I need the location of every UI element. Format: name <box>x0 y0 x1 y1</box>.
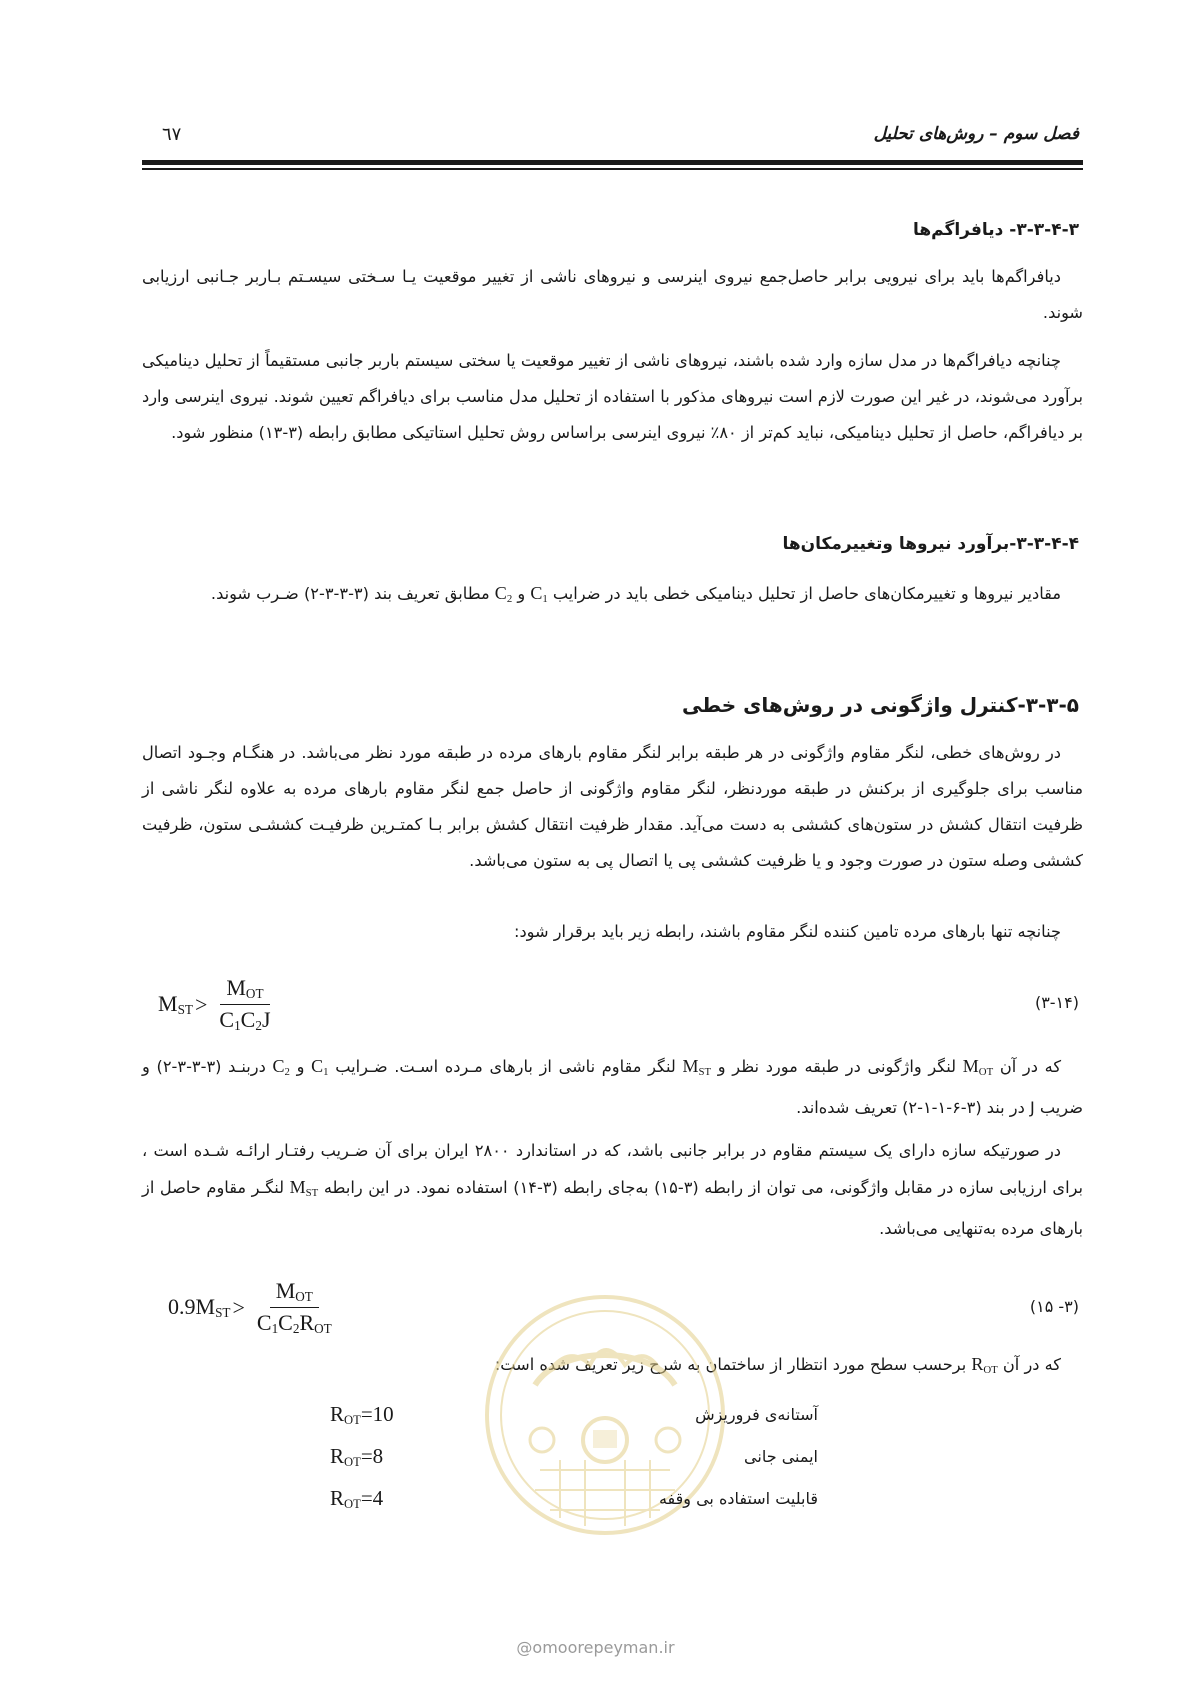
chapter-title: فصل سوم – روش‌های تحلیل <box>873 124 1079 144</box>
overturning-text-5: که در آن $R_{OT}$ برحسب سطح مورد انتظار از ساختمان به شرح زیر تعریف شده است: <box>494 1354 1061 1376</box>
symbol-c2-b: $C_2$ <box>272 1056 290 1078</box>
paragraph-overturning-1 <box>142 735 1083 879</box>
forces-text-a: مقادیر نیروها و تغییرمکان‌های حاصل از تحلیل دینامیکی خطی باید در ضرایب <box>547 584 1061 603</box>
diaphragm-text-1: دیافراگم‌ها باید برای نیرویی برابر حاصل‌جمع نیروی اینرسی و نیروهای ناشی از تغییر موقعیت یـا سـختی سیسـتم بـاربر جـانبی ارزیابی شوند. <box>142 267 1083 322</box>
heading-overturning: ۳-۳-۵-کنترل واژگونی در روش‌های خطی <box>681 693 1079 717</box>
eq14-operator: > <box>194 991 208 1017</box>
rot-label-collapse: آستانه‌ی فروریزش <box>695 1405 818 1424</box>
eq14-lhs: $M_{ST}$ <box>158 991 193 1017</box>
symbol-c1: $C_1$ <box>530 583 548 605</box>
eq15-lhs: $0.9M_{ST}$ <box>168 1294 231 1320</box>
rot-label-life-safety: ایمنی جانی <box>744 1447 818 1466</box>
forces-text-and: و <box>512 584 531 603</box>
eq15-operator: > <box>232 1294 245 1320</box>
watermark-at-icon: @ <box>516 1638 533 1657</box>
page-number: ٦٧ <box>162 124 182 145</box>
forces-text-b: مطابق تعریف بند (۳-۳-۳-۲) ضـرب شوند. <box>210 584 495 603</box>
header-rule-thin <box>142 168 1083 170</box>
paragraph-overturning-3 <box>142 1048 1083 1126</box>
symbol-rot: $R_{OT}$ <box>971 1354 998 1376</box>
symbol-mst-b: $M_{ST}$ <box>289 1177 319 1199</box>
rot-value-collapse: $R_{OT}=10$ <box>330 1402 394 1427</box>
symbol-c2: $C_2$ <box>494 583 513 605</box>
eq15-denominator: $C_1C_2R_{OT}$ <box>256 1310 332 1336</box>
forces-text <box>142 575 1083 617</box>
eq15-fraction <box>251 1278 338 1337</box>
overturning-text-2: چنانچه تنها بارهای مرده تامین کننده لنگر مقاوم باشند، رابطه زیر باید برقرار شود: <box>514 922 1061 941</box>
paragraph-diaphragms-2 <box>142 343 1083 451</box>
symbol-mot: $M_{OT}$ <box>962 1056 994 1078</box>
heading-diaphragms: ۳-۳-۴-۳- دیافراگم‌ها <box>912 220 1079 240</box>
paragraph-overturning-2 <box>142 914 1083 950</box>
eq15-numerator: $M_{OT}$ <box>270 1278 319 1308</box>
equation-14-number: (۳-۱۴) <box>1034 993 1079 1012</box>
overturning-text-1: در روش‌های خطی، لنگر مقاوم واژگونی در هر طبقه برابر لنگر مقاوم بارهای مرده در طبقه مورد نظر می‌باشد. در هنگـام وجـود اتصال مناسب برای جلوگیری از برکنش در طبقه موردنظر، لنگر مقاوم واژگونی از حاصل جمع لنگر مقاوم بارهای مرده به علاوه لنگر ناشی از ظرفیت انتقال کشش در ستون‌های کششی به دست می‌آید. مقدار ظرفیت انتقال کشش برابر بـا کمتـرین ظرفیـت کششـی ستون، ظرفیت کششی وصله ستون در صورت وجود و یا ظرفیت کششی پی یا اتصال پی به ستون می‌باشد. <box>142 743 1083 870</box>
diaphragm-text-2: چنانچه دیافراگم‌ها در مدل سازه وارد شده باشند، نیروهای ناشی از تغییر موقعیت یا سختی سیستم باربر جانبی مستقیماً از تحلیل دینامیکی برآورد می‌شوند، در غیر این صورت لازم است نیروهای مذکور با استفاده از تحلیل مدل مناسب برای دیافراگم تعیین شوند. نیروی اینرسی وارد بر دیافراگم، حاصل از تحلیل دینامیکی، نباید کم‌تر از ۸۰٪ نیروی اینرسی براساس روش تحلیل استاتیکی مطابق رابطه (۳-۱۳) منظور شود. <box>142 351 1083 442</box>
eq14-numerator: $M_{OT}$ <box>220 975 269 1005</box>
rot-value-life-safety: $R_{OT}=8$ <box>330 1444 384 1469</box>
paragraph-forces <box>142 575 1083 617</box>
rot-value-immediate-occupancy: $R_{OT}=4$ <box>330 1486 384 1511</box>
equation-14 <box>158 975 277 1034</box>
overturning-text-4: در صورتیکه سازه دارای یک سیستم مقاوم در برابر جانبی باشد، که در استاندارد ۲۸۰۰ ایران برای آن ضـریب رفتـار ارائـه شـده است ، برای ارزیابی سازه در مقابل واژگونی، می توان از رابطه (۳-۱۵) به‌جای رابطه (۳-۱۴) استفاده نمود. در این رابطه $M_{ST}$ لنگـر مقاوم حاصل از بارهای مرده به‌تنهایی می‌باشد. <box>142 1141 1084 1238</box>
equation-15-number: (۳- ۱۵) <box>1029 1297 1079 1316</box>
eq14-fraction <box>213 975 276 1034</box>
rot-label-immediate-occupancy: قابلیت استفاده بی وقفه <box>658 1489 818 1508</box>
overturning-text-3: که در آن $M_{OT}$ لنگر واژگونی در طبقه مورد نظر و $M_{ST}$ لنگر مقاوم ناشی از بارهای مـرده اسـت. ضـرایب $C_1$ و $C_2$ دربنـد (۳-۳-۳-۲) و ضریب J در بند (۳-۶-۱-۱-۲) تعریف شده‌اند. <box>142 1056 1083 1117</box>
paragraph-diaphragms-1 <box>142 259 1083 331</box>
symbol-mst: $M_{ST}$ <box>682 1056 712 1078</box>
paragraph-overturning-4 <box>142 1133 1083 1247</box>
header-rule-thick <box>142 160 1083 165</box>
equation-15 <box>168 1278 338 1337</box>
symbol-c1-b: $C_1$ <box>311 1056 329 1078</box>
heading-forces-displacements: ۳-۳-۴-۴-برآورد نیروها وتغییرمکان‌ها <box>782 534 1079 554</box>
eq14-denominator: $C_1C_2J$ <box>219 1007 271 1033</box>
watermark-url: @omoorepeyman.ir <box>516 1638 675 1657</box>
